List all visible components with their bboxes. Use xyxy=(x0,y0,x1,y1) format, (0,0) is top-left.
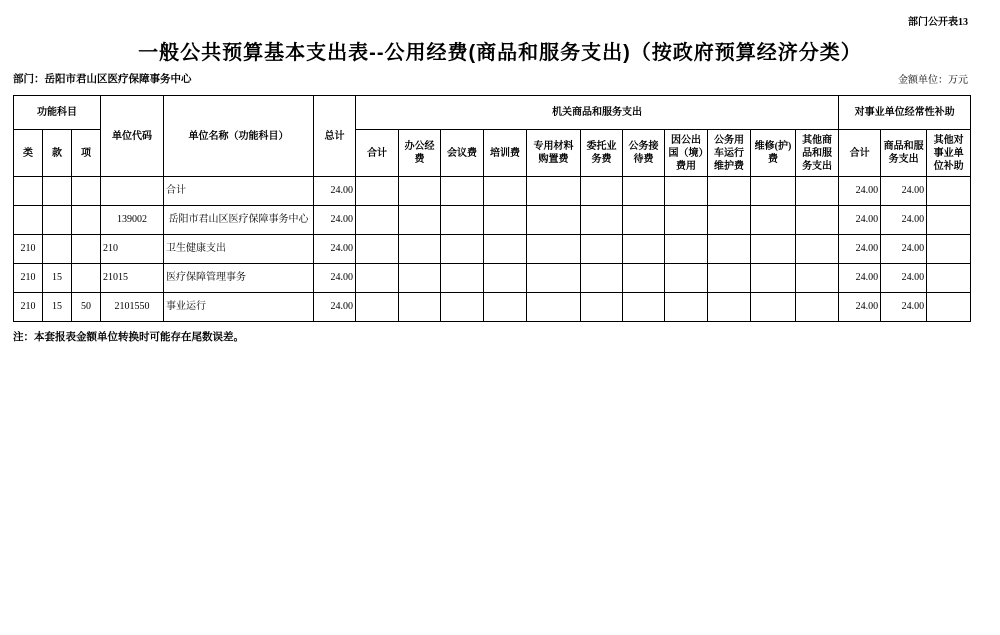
header-func-class: 类 xyxy=(14,130,43,177)
header-grand-total: 总计 xyxy=(314,96,356,177)
table-cell xyxy=(665,293,708,322)
table-cell xyxy=(796,293,839,322)
header-g1-commissioned-business: 委托业务费 xyxy=(581,130,623,177)
table-cell xyxy=(751,293,796,322)
department-label: 部门：岳阳市君山区医疗保障事务中心 xyxy=(13,74,192,85)
table-cell xyxy=(527,264,581,293)
table-row xyxy=(14,264,971,293)
table-cell xyxy=(14,206,43,235)
table-cell: 24.00 xyxy=(839,206,881,235)
table-cell xyxy=(399,206,441,235)
table-cell: 卫生健康支出 xyxy=(164,235,314,264)
table-cell xyxy=(356,293,399,322)
table-cell xyxy=(623,293,665,322)
header-group-agency-goods-services: 机关商品和服务支出 xyxy=(356,96,839,130)
table-cell xyxy=(665,177,708,206)
table-cell xyxy=(484,293,527,322)
header-func-item: 项 xyxy=(72,130,101,177)
table-cell xyxy=(796,206,839,235)
table-cell xyxy=(927,235,971,264)
table-cell xyxy=(927,177,971,206)
table-header xyxy=(14,96,971,177)
header-g1-other-goods-services: 其他商品和服务支出 xyxy=(796,130,839,177)
table-cell xyxy=(665,206,708,235)
table-cell: 24.00 xyxy=(839,264,881,293)
table-cell xyxy=(43,206,72,235)
header-g2-goods-services: 商品和服务支出 xyxy=(881,130,927,177)
table-cell: 15 xyxy=(43,264,72,293)
table-cell: 岳阳市君山区医疗保障事务中心 xyxy=(164,206,314,235)
header-g1-vehicle-operation: 公务用车运行维护费 xyxy=(708,130,751,177)
header-row-groups xyxy=(14,96,971,130)
table-cell: 合计 xyxy=(164,177,314,206)
table-cell: 210 xyxy=(101,235,164,264)
header-g1-repair-fee: 维修(护)费 xyxy=(751,130,796,177)
table-cell xyxy=(581,264,623,293)
table-cell: 210 xyxy=(14,264,43,293)
table-cell xyxy=(623,206,665,235)
table-cell: 24.00 xyxy=(839,235,881,264)
table-cell: 15 xyxy=(43,293,72,322)
table-cell: 24.00 xyxy=(881,206,927,235)
corner-table-number: 部门公开表13 xyxy=(908,17,968,28)
table-cell xyxy=(356,177,399,206)
table-cell xyxy=(484,264,527,293)
table-row xyxy=(14,235,971,264)
table-cell xyxy=(484,177,527,206)
table-cell xyxy=(441,293,484,322)
table-cell xyxy=(527,293,581,322)
table-cell xyxy=(796,264,839,293)
table-cell: 50 xyxy=(72,293,101,322)
table-cell xyxy=(14,177,43,206)
table-cell xyxy=(527,177,581,206)
table-cell xyxy=(927,293,971,322)
table-cell xyxy=(581,206,623,235)
table-cell xyxy=(751,235,796,264)
table-cell: 24.00 xyxy=(314,264,356,293)
table-cell xyxy=(623,264,665,293)
table-cell: 24.00 xyxy=(314,177,356,206)
table-cell: 24.00 xyxy=(839,293,881,322)
table-body xyxy=(14,177,971,322)
table-cell: 2101550 xyxy=(101,293,164,322)
table-row xyxy=(14,293,971,322)
table-cell xyxy=(623,235,665,264)
table-cell xyxy=(708,177,751,206)
table-cell: 21015 xyxy=(101,264,164,293)
header-func-group: 功能科目 xyxy=(14,96,101,130)
table-cell xyxy=(581,177,623,206)
table-cell: 事业运行 xyxy=(164,293,314,322)
table-cell xyxy=(43,177,72,206)
table-cell xyxy=(441,206,484,235)
table-cell xyxy=(527,206,581,235)
table-cell xyxy=(708,235,751,264)
table-cell xyxy=(356,235,399,264)
table-cell xyxy=(665,235,708,264)
table-cell xyxy=(623,177,665,206)
table-cell xyxy=(356,264,399,293)
table-cell: 210 xyxy=(14,235,43,264)
header-group-institution-subsidy: 对事业单位经常性补助 xyxy=(839,96,971,130)
meta-row xyxy=(13,71,968,86)
table-cell xyxy=(72,206,101,235)
table-cell: 24.00 xyxy=(314,206,356,235)
header-g1-office-expense: 办公经费 xyxy=(399,130,441,177)
header-func-section: 款 xyxy=(43,130,72,177)
table-cell xyxy=(751,264,796,293)
table-row xyxy=(14,206,971,235)
table-cell xyxy=(927,264,971,293)
table-cell: 24.00 xyxy=(881,177,927,206)
table-cell xyxy=(356,206,399,235)
table-cell xyxy=(484,206,527,235)
header-g1-official-reception: 公务接待费 xyxy=(623,130,665,177)
table-cell xyxy=(441,264,484,293)
header-unit-name: 单位名称（功能科目） xyxy=(164,96,314,177)
table-cell xyxy=(72,177,101,206)
page-title: 一般公共预算基本支出表--公用经费(商品和服务支出)（按政府预算经济分类） xyxy=(138,42,862,64)
table-cell: 24.00 xyxy=(881,235,927,264)
table-cell xyxy=(581,293,623,322)
table-cell xyxy=(708,264,751,293)
table-cell xyxy=(751,206,796,235)
table-cell: 24.00 xyxy=(881,264,927,293)
table-cell xyxy=(708,206,751,235)
header-g2-subtotal: 合计 xyxy=(839,130,881,177)
table-row xyxy=(14,177,971,206)
header-g1-special-materials: 专用材料购置费 xyxy=(527,130,581,177)
table-cell xyxy=(43,235,72,264)
table-cell xyxy=(527,235,581,264)
table-cell xyxy=(927,206,971,235)
header-g1-overseas-travel: 因公出国（境）费用 xyxy=(665,130,708,177)
header-g1-subtotal: 合计 xyxy=(356,130,399,177)
table-cell xyxy=(581,235,623,264)
table-cell xyxy=(441,235,484,264)
table-cell: 210 xyxy=(14,293,43,322)
budget-table xyxy=(13,95,971,322)
table-cell xyxy=(399,264,441,293)
header-g1-meeting-fee: 会议费 xyxy=(441,130,484,177)
table-cell: 24.00 xyxy=(839,177,881,206)
table-cell xyxy=(399,293,441,322)
table-cell xyxy=(796,235,839,264)
footnote: 注：本套报表金额单位转换时可能存在尾数误差。 xyxy=(13,332,244,343)
table-cell xyxy=(441,177,484,206)
table-cell xyxy=(101,177,164,206)
table-cell xyxy=(399,235,441,264)
header-g2-other-subsidy: 其他对事业单位补助 xyxy=(927,130,971,177)
table-cell: 医疗保障管理事务 xyxy=(164,264,314,293)
table-cell xyxy=(399,177,441,206)
header-g1-training-fee: 培训费 xyxy=(484,130,527,177)
table-cell: 24.00 xyxy=(881,293,927,322)
table-cell xyxy=(751,177,796,206)
table-cell xyxy=(665,264,708,293)
table-cell xyxy=(796,177,839,206)
table-cell: 139002 xyxy=(101,206,164,235)
table-cell xyxy=(72,264,101,293)
amount-unit-label: 金额单位：万元 xyxy=(898,75,968,86)
table-cell xyxy=(484,235,527,264)
table-cell: 24.00 xyxy=(314,293,356,322)
table-cell xyxy=(708,293,751,322)
table-cell: 24.00 xyxy=(314,235,356,264)
header-unit-code: 单位代码 xyxy=(101,96,164,177)
table-cell xyxy=(72,235,101,264)
